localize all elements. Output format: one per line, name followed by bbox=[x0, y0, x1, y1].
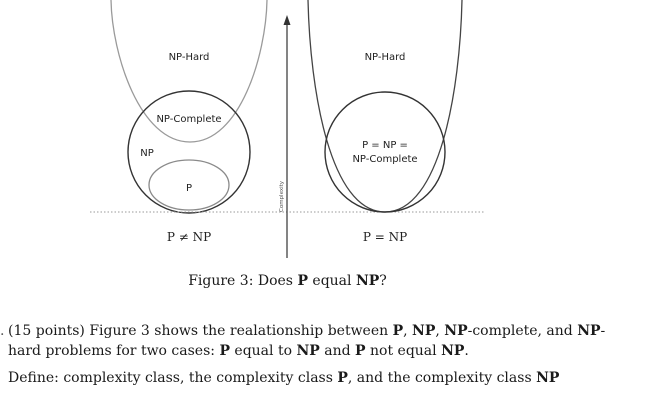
left-case-label: P ≠ NP bbox=[166, 230, 212, 244]
question-line-1: (15 points) Figure 3 shows the realationship between P, NP, NP-complete, and NP- bbox=[8, 323, 606, 339]
merged-circle bbox=[325, 92, 445, 212]
define-text: Define: complexity class, the complexity class P, and the complexity class NP bbox=[8, 370, 560, 386]
question-bullet: . bbox=[0, 323, 5, 339]
right-case-label: P = NP bbox=[362, 230, 408, 244]
axis-arrowhead bbox=[284, 15, 291, 25]
question-text bbox=[0, 321, 648, 361]
right-np-hard-curve bbox=[308, 0, 462, 212]
question-line-2: hard problems for two cases: P equal to NP and P not equal NP. bbox=[8, 343, 469, 359]
p-label: P bbox=[185, 183, 193, 194]
axis-label: Complexity bbox=[279, 180, 285, 212]
merged-label-line1: P = NP = bbox=[362, 140, 408, 151]
right-np-hard-label: NP-Hard bbox=[364, 52, 406, 63]
merged-label-line2: NP-Complete bbox=[352, 154, 418, 165]
np-complete-label: NP-Complete bbox=[156, 114, 222, 125]
figure-caption: Figure 3: Does P equal NP? bbox=[188, 273, 387, 289]
np-label: NP bbox=[140, 148, 154, 159]
left-np-hard-label: NP-Hard bbox=[168, 52, 210, 63]
